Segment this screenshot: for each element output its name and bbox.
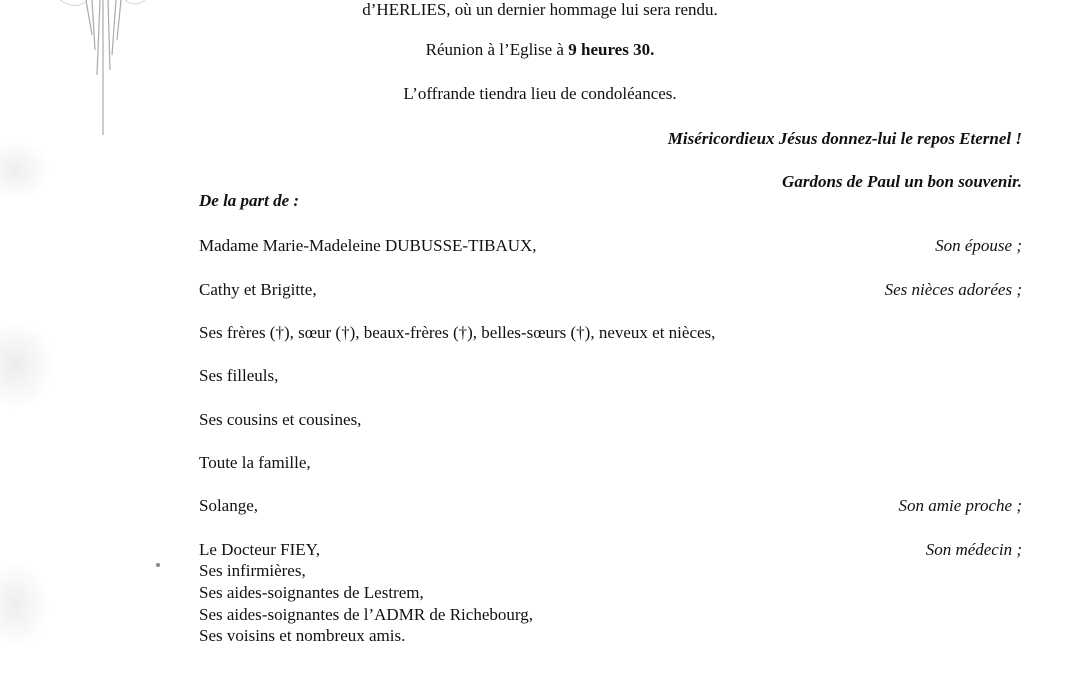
family-entry-role: Son amie proche ; — [898, 496, 1022, 515]
family-entry-name: Cathy et Brigitte, — [199, 280, 317, 299]
meeting-time: 9 heures 30. — [568, 40, 655, 59]
family-entry-role: Ses nièces adorées ; — [884, 280, 1022, 299]
doctor-role: Son médecin ; — [925, 540, 1022, 559]
family-entry-name: Madame Marie-Madeleine DUBUSSE-TIBAUX, — [199, 236, 537, 255]
care-line: Ses voisins et nombreux amis. — [199, 626, 406, 645]
from-heading: De la part de : — [199, 191, 300, 210]
family-entry-name: Ses cousins et cousines, — [199, 410, 362, 429]
prayer-line: Miséricordieux Jésus donnez-lui le repos Eternel ! — [667, 129, 1022, 148]
family-entry-name: Ses filleuls, — [199, 366, 279, 385]
care-line: Ses aides-soignantes de Lestrem, — [199, 583, 424, 602]
offering-line: L’offrande tiendra lieu de condoléances. — [403, 84, 677, 103]
remembrance-line: Gardons de Paul un bon souvenir. — [782, 172, 1022, 191]
family-entry-name: Ses frères (†), sœur (†), beaux-frères (†), belles-sœurs (†), neveux et nièces, — [199, 323, 716, 342]
doctor-name: Le Docteur FIEY, — [199, 540, 321, 559]
care-line: Ses aides-soignantes de l’ADMR de Richebourg, — [199, 605, 533, 624]
care-line: Ses infirmières, — [199, 561, 306, 580]
family-entry-name: Solange, — [199, 496, 259, 515]
family-entry-role: Son épouse ; — [935, 236, 1022, 255]
meeting-time-line: Réunion à l’Eglise à 9 heures 30. — [425, 40, 655, 59]
family-entry-name: Toute la famille, — [199, 453, 311, 472]
ceremony-place-line: d’HERLIES, où un dernier hommage lui sera rendu. — [362, 0, 718, 19]
